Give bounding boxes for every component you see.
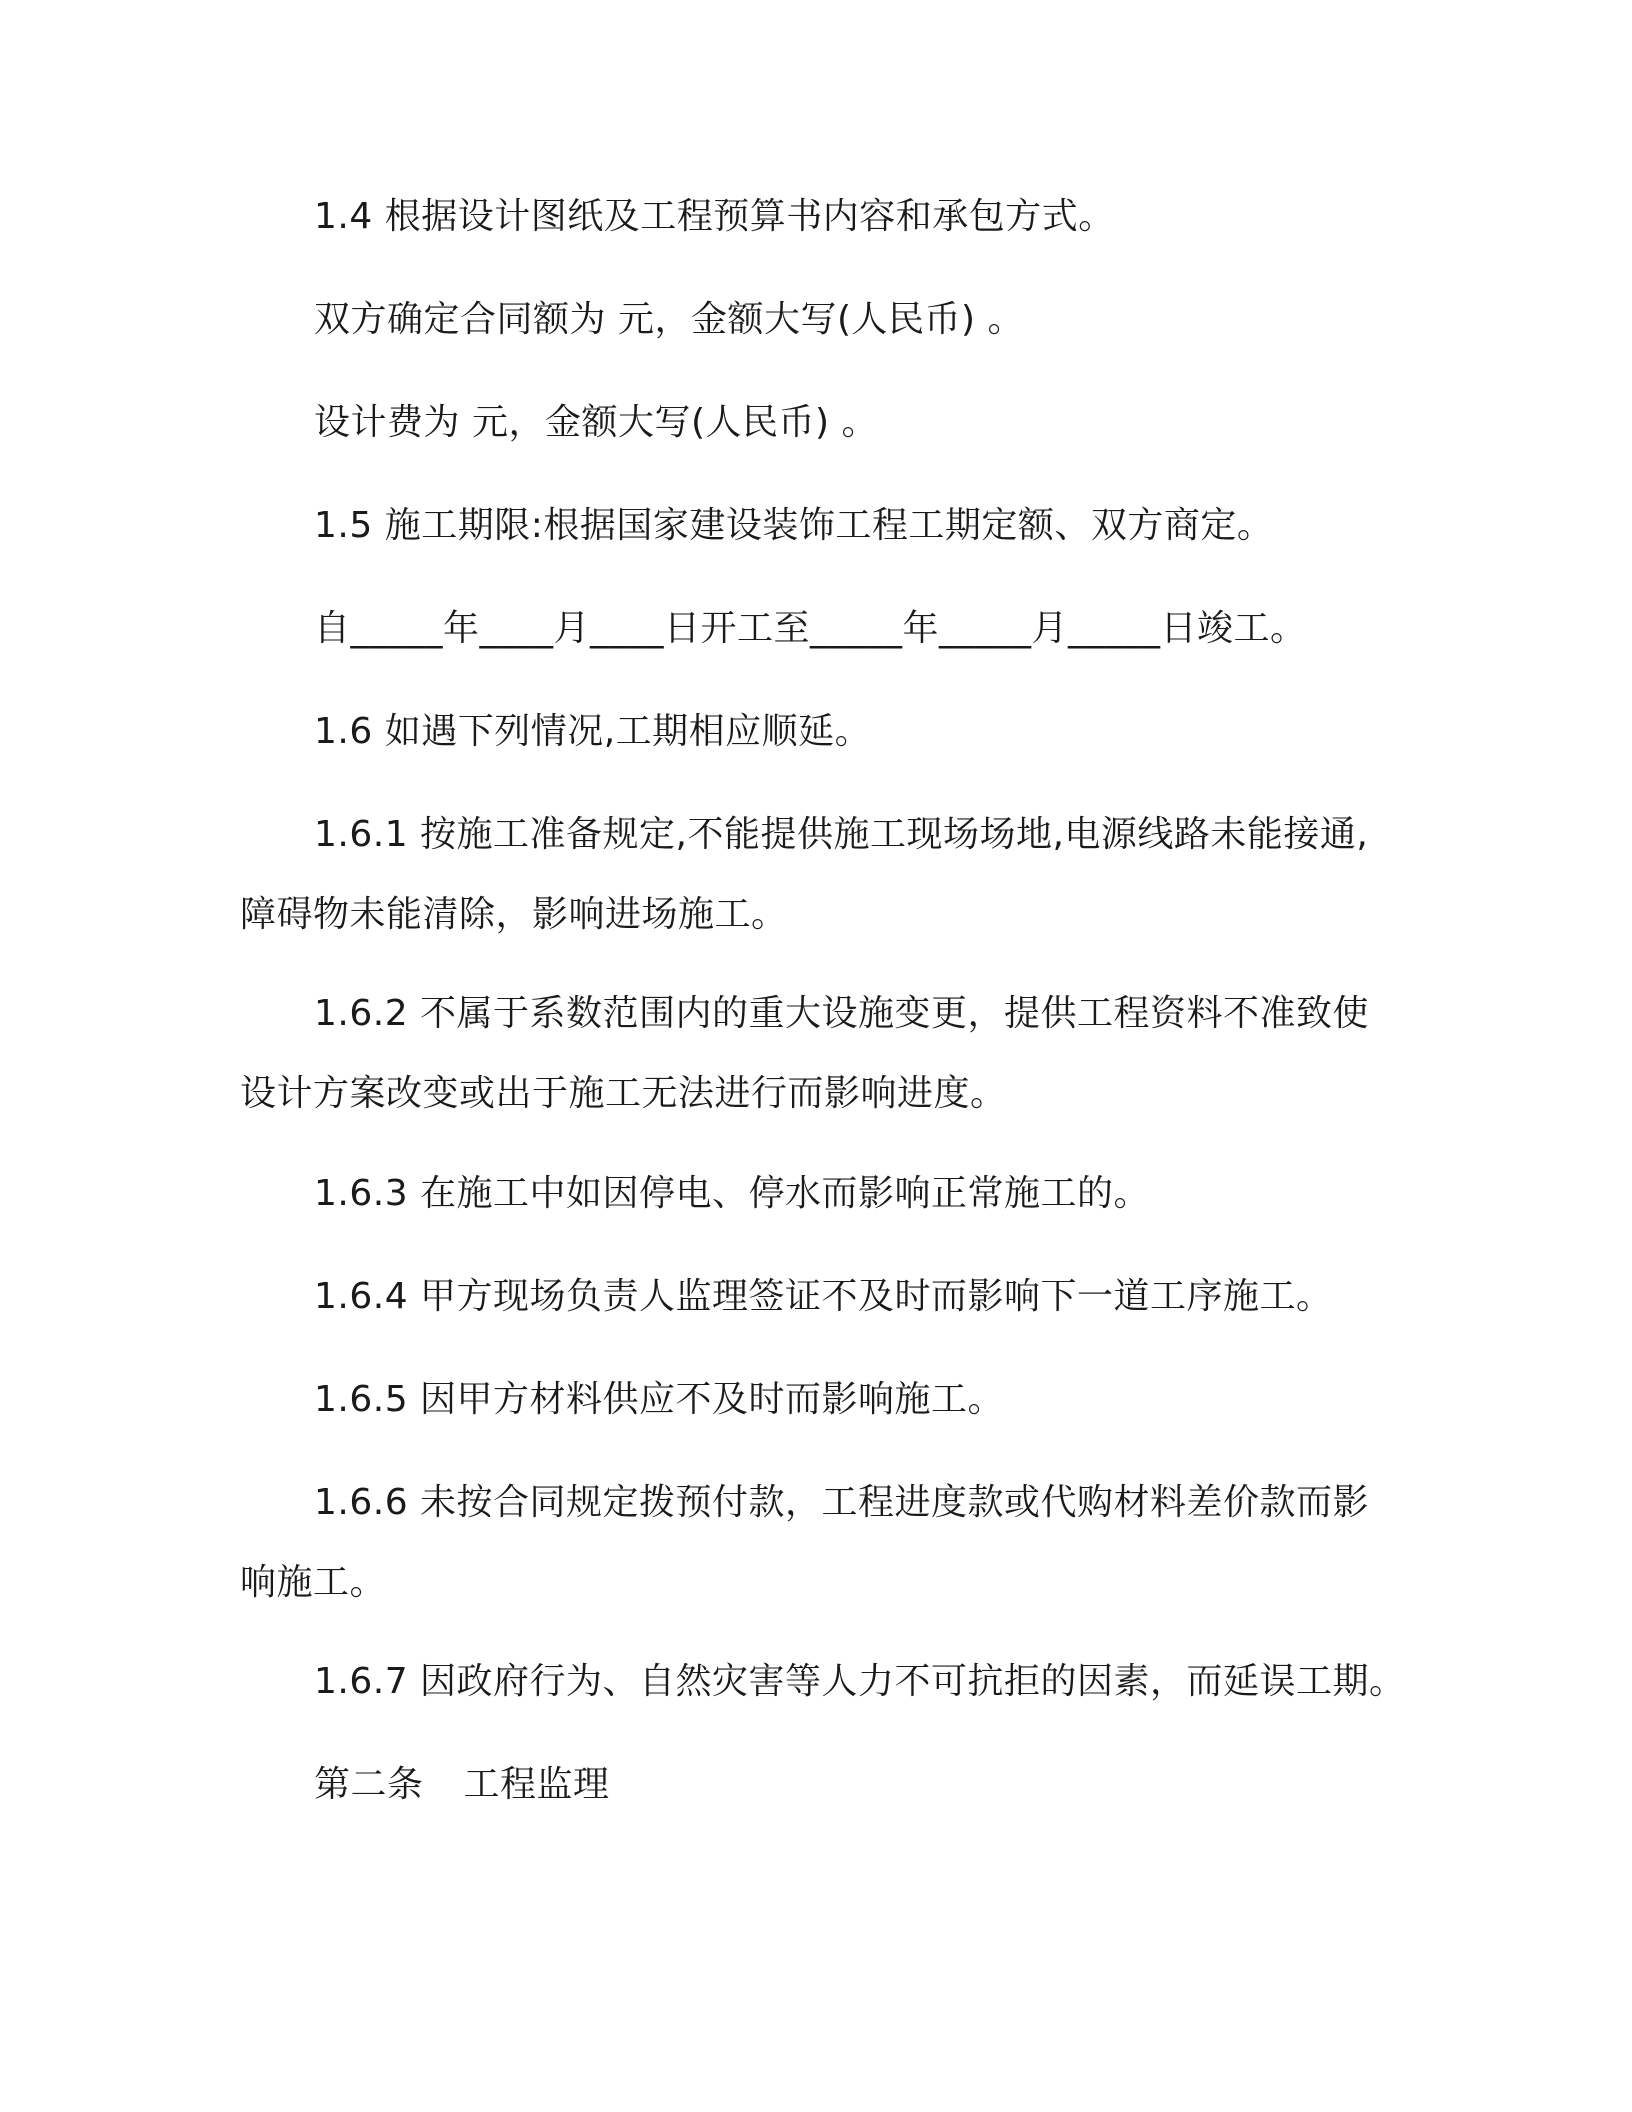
article-2-heading [314,1763,610,1807]
contract-amount-line: 双方确定合同额为 元，金额大写(人民币) 。 [314,299,1024,340]
clause-1-6-6-line-2: 响施工。 [240,1562,387,1603]
article-title: 工程监理 [463,1764,610,1805]
clause-1-6-1-line-2: 障碍物未能清除，影响进场施工。 [240,894,788,935]
clause-1-6-3: 1.6.3 在施工中如因停电、停水而影响正常施工的。 [314,1173,1151,1214]
clause-1-6-6-line-1: 1.6.6 未按合同规定拨预付款，工程进度款或代购材料差价款而影 [314,1482,1370,1523]
clause-1-6-2-line-1: 1.6.2 不属于系数范围内的重大设施变更，提供工程资料不准致使 [314,993,1370,1034]
schedule-dates-line: 自_____年____月____日开工至_____年_____月_____日竣工。 [314,608,1307,649]
clause-1-6-4: 1.6.4 甲方现场负责人监理签证不及时而影响下一道工序施工。 [314,1276,1333,1317]
article-number: 第二条 [314,1764,424,1805]
clause-1-6: 1.6 如遇下列情况,工期相应顺延。 [314,711,872,752]
clause-1-6-2-line-2: 设计方案改变或出于施工无法进行而影响进度。 [240,1073,1007,1114]
clause-1-6-1-line-1: 1.6.1 按施工准备规定,不能提供施工现场场地,电源线路未能接通, [314,814,1369,855]
clause-1-5: 1.5 施工期限:根据国家建设装饰工程工期定额、双方商定。 [314,505,1274,546]
clause-1-6-7: 1.6.7 因政府行为、自然灾害等人力不可抗拒的因素，而延误工期。 [314,1661,1406,1702]
design-fee-line: 设计费为 元，金额大写(人民币) 。 [314,402,878,443]
clause-1-6-5: 1.6.5 因甲方材料供应不及时而影响施工。 [314,1379,1005,1420]
clause-1-4: 1.4 根据设计图纸及工程预算书内容和承包方式。 [314,196,1115,237]
